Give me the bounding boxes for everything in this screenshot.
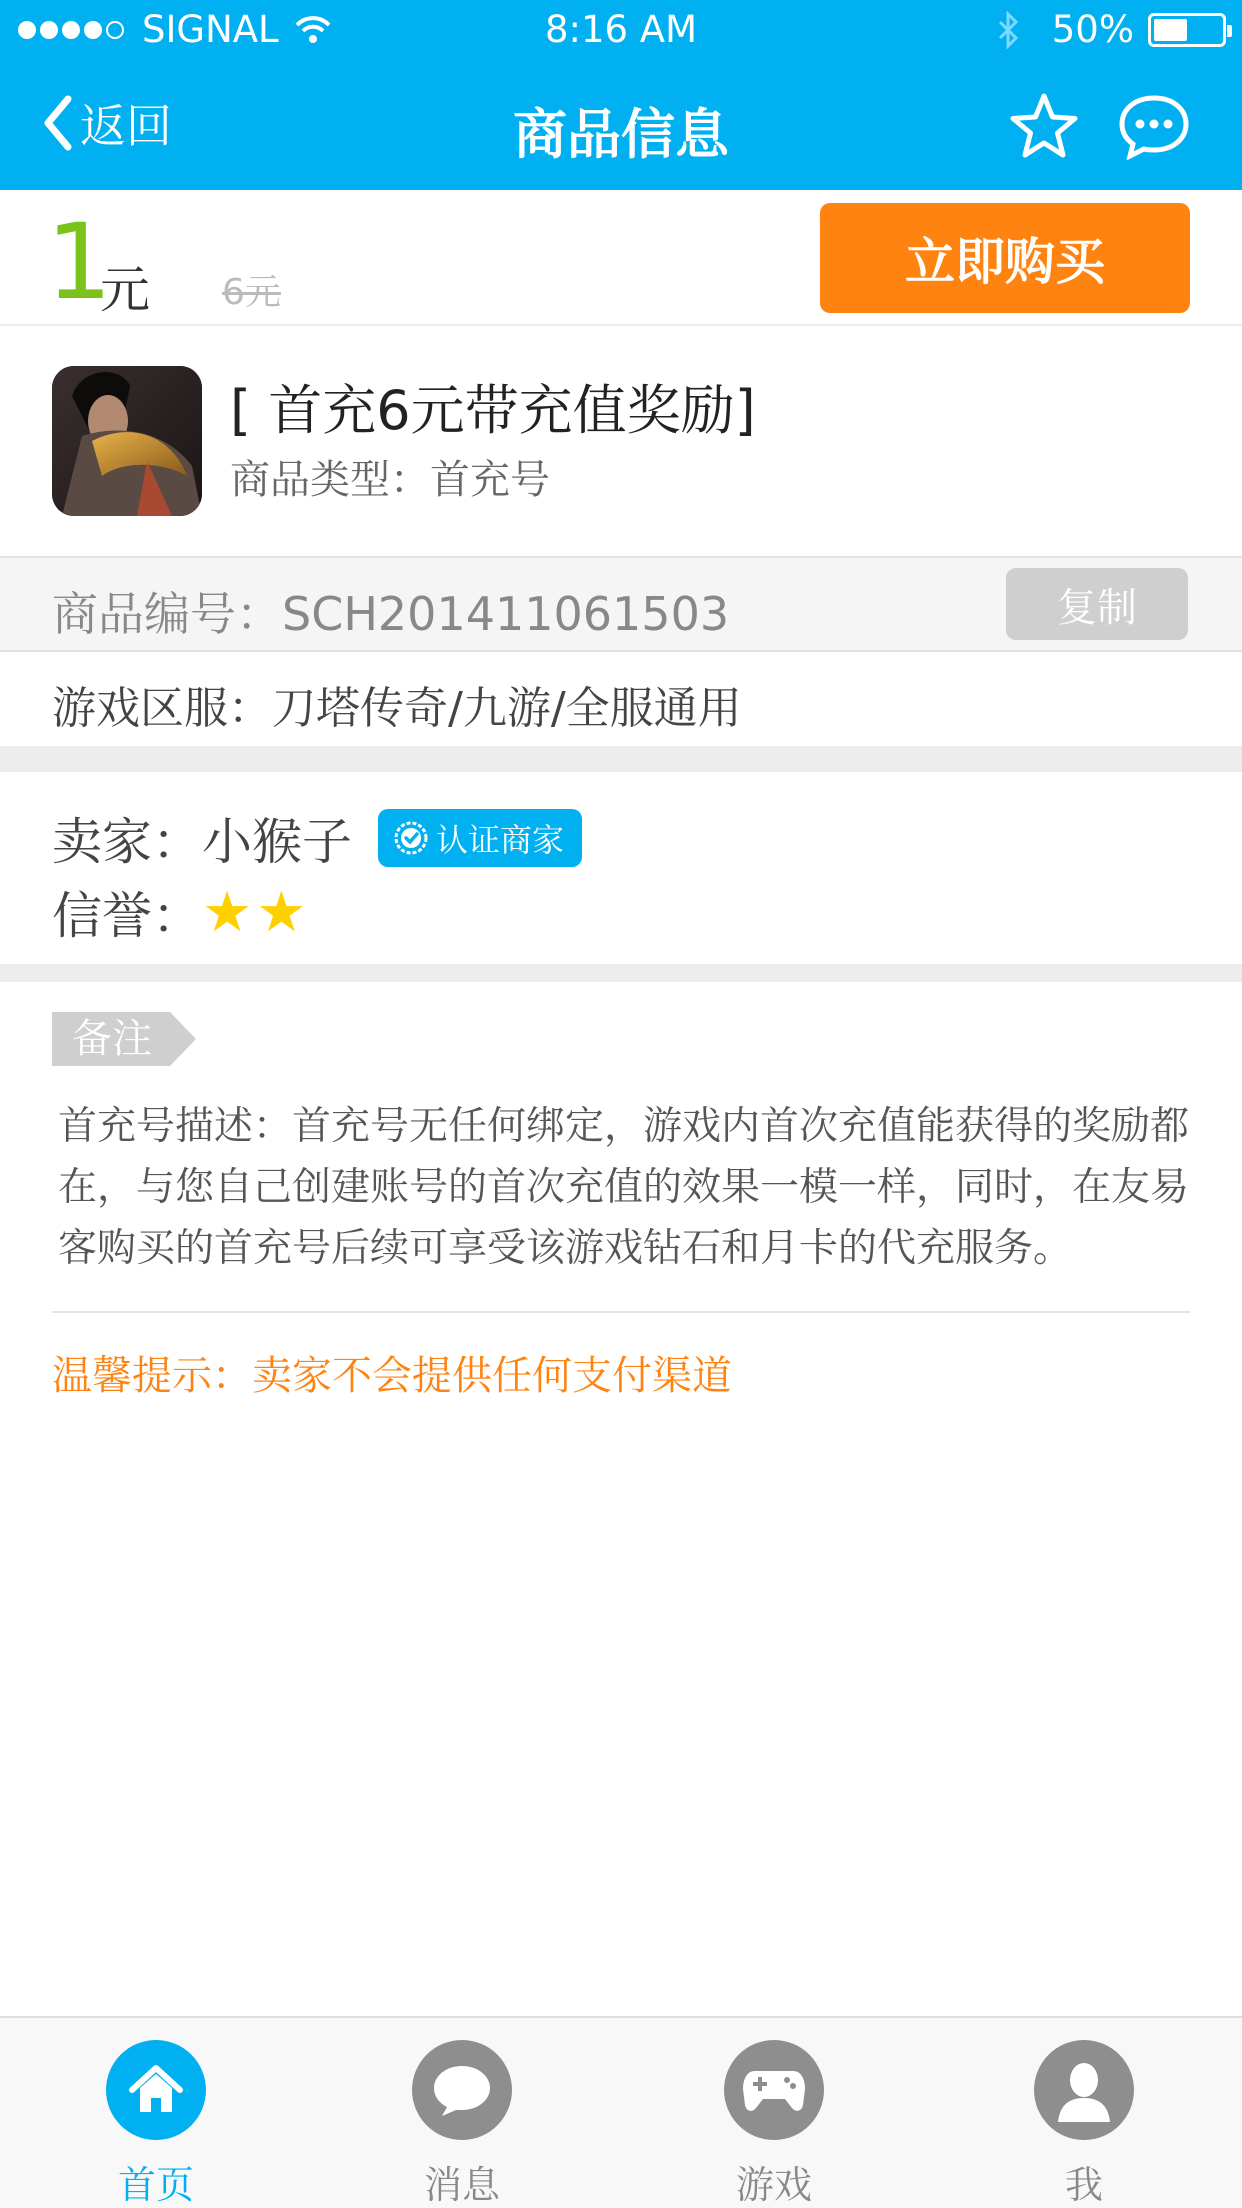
tab-me-label: 我 — [1064, 2163, 1103, 2207]
message-icon — [430, 2060, 494, 2120]
note-tag-label: 备注 — [52, 1012, 170, 1066]
top-bar — [0, 0, 1242, 190]
price-unit: 元 — [100, 261, 150, 319]
home-icon — [126, 2060, 186, 2120]
page-title: 商品信息 — [513, 103, 729, 166]
note-divider — [52, 1311, 1190, 1313]
tab-home[interactable] — [56, 2040, 256, 2208]
server-row — [0, 652, 1242, 746]
original-price: 6元 — [222, 272, 281, 313]
seller-line — [52, 802, 582, 874]
gamepad-icon — [741, 2065, 807, 2115]
note-tag-arrow — [170, 1012, 196, 1066]
section-divider — [0, 964, 1242, 982]
game-thumbnail[interactable] — [52, 366, 202, 516]
nav-actions — [1008, 90, 1192, 162]
reputation-line — [52, 876, 310, 948]
reputation-stars — [202, 880, 310, 945]
product-id: 商品编号：SCH201411061503 — [52, 587, 730, 641]
tab-games-label: 游戏 — [735, 2163, 812, 2207]
product-id-row — [0, 558, 1242, 652]
user-icon — [1054, 2058, 1114, 2122]
star-icon: ★ — [256, 879, 307, 945]
cert-label: 认证商家 — [436, 821, 565, 859]
note-description: 首充号描述：首充号无任何绑定，游戏内首次充值能获得的奖励都在，与您自己创建账号的首次充值的效果一模一样，同时，在友易客购买的首充号后续可享受该游戏钻石和月卡的代充服务。 — [58, 1104, 1190, 1271]
tab-me[interactable] — [984, 2040, 1184, 2208]
reputation-label: 信誉： — [52, 887, 202, 945]
tab-messages[interactable] — [362, 2040, 562, 2208]
product-type: 商品类型：首充号 — [230, 457, 550, 503]
battery-area — [996, 8, 1226, 51]
section-divider — [0, 746, 1242, 772]
tab-home-label: 首页 — [117, 2163, 194, 2207]
seller-section — [0, 772, 1242, 964]
product-header — [0, 326, 1242, 558]
product-title: [ 首充6元带充值奖励] — [230, 379, 756, 442]
battery-percent: 50% — [1051, 8, 1134, 51]
current-price: 1 — [46, 201, 113, 323]
note-tag — [52, 1012, 196, 1066]
status-bar — [0, 0, 1242, 62]
battery-icon — [1148, 13, 1226, 47]
star-icon: ★ — [202, 879, 253, 945]
tab-games[interactable] — [674, 2040, 874, 2208]
game-server: 游戏区服：刀塔传奇/九游/全服通用 — [52, 683, 742, 734]
bluetooth-icon — [996, 10, 1022, 50]
back-label: 返回 — [80, 99, 172, 153]
carrier: SIGNAL — [142, 8, 279, 51]
tab-bar — [0, 2016, 1242, 2208]
warm-tip: 温馨提示：卖家不会提供任何支付渠道 — [52, 1353, 732, 1399]
seller-name: 卖家：小猴子 — [52, 813, 352, 871]
check-badge-icon — [392, 819, 430, 857]
buy-now-button[interactable]: 立即购买 — [820, 203, 1190, 313]
copy-button[interactable]: 复制 — [1006, 568, 1188, 640]
chat-icon[interactable] — [1116, 92, 1192, 160]
tab-messages-label: 消息 — [423, 2163, 500, 2207]
certified-merchant-badge — [378, 809, 582, 867]
clock: 8:16 AM — [544, 8, 698, 51]
price-row — [0, 190, 1242, 326]
nav-bar — [0, 62, 1242, 190]
favorite-star-icon[interactable] — [1008, 90, 1080, 162]
